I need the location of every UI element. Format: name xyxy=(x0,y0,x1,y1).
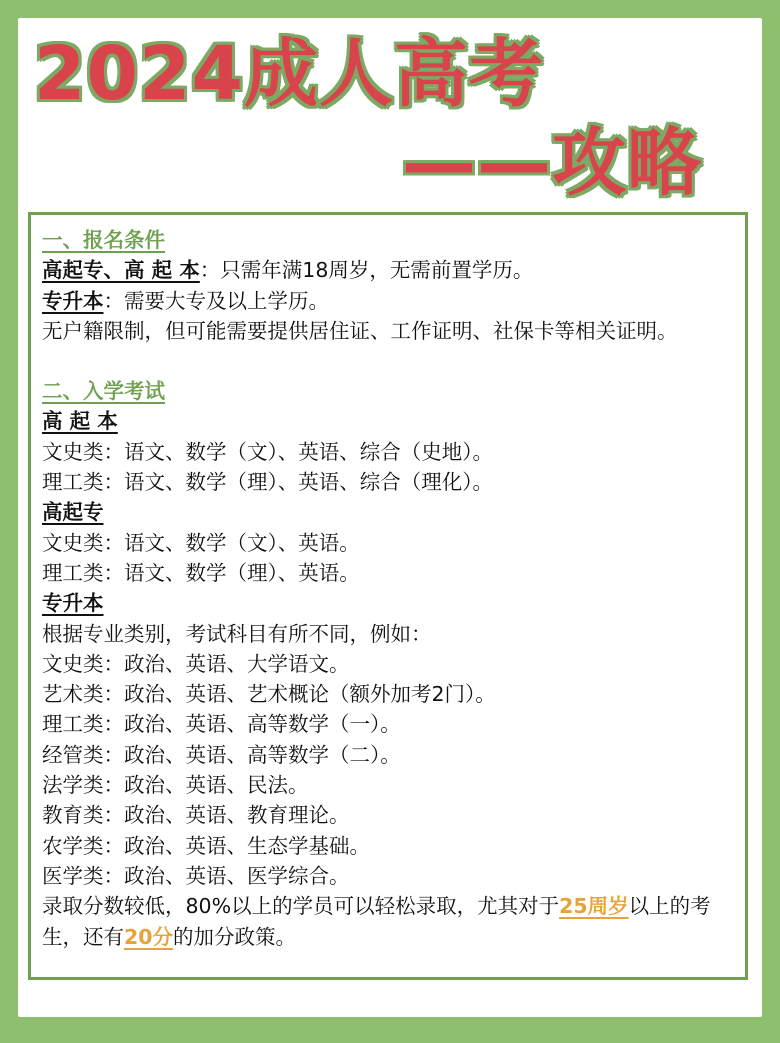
registration-note: 无户籍限制，但可能需要提供居住证、工作证明、社保卡等相关证明。 xyxy=(42,318,678,343)
registration-zsb-text: ：需要大专及以上学历。 xyxy=(103,288,329,313)
exam-gqz-label: 高起专 xyxy=(42,500,104,525)
registration-zsb-label: 专升本 xyxy=(42,288,104,313)
exam-zsb-line: 根据专业类别，考试科目有所不同，例如： xyxy=(42,621,432,646)
title-line-1: 2024成人高考 xyxy=(34,31,544,117)
exam-gqb-label: 高 起 本 xyxy=(42,409,118,434)
content-box xyxy=(28,212,748,980)
exam-zsb-line: 农学类：政治、英语、生态学基础。 xyxy=(42,833,370,858)
exam-zsb-line: 教育类：政治、英语、教育理论。 xyxy=(42,803,350,828)
exam-gqz-line: 理工类：语文、数学（理）、英语。 xyxy=(42,560,360,585)
footer-text-2: 以上的考生，还有 xyxy=(42,894,711,949)
footer-highlight-age: 25周岁 xyxy=(559,894,629,919)
exam-zsb-line: 文史类：政治、英语、大学语文。 xyxy=(42,651,350,676)
section-heading-registration: 一、报名条件 xyxy=(42,228,165,252)
registration-gqz-label: 高起专、高 起 本 xyxy=(42,258,200,283)
registration-gqz-text: ：只需年满18周岁，无需前置学历。 xyxy=(199,258,534,283)
exam-zsb-line: 理工类：政治、英语、高等数学（一）。 xyxy=(42,712,401,737)
exam-gqz-line: 文史类：语文、数学（文）、英语。 xyxy=(42,530,360,555)
exam-zsb-line: 医学类：政治、英语、医学综合。 xyxy=(42,863,350,888)
footer-text-1: 录取分数较低，80%以上的学员可以轻松录取，尤其对于 xyxy=(42,894,560,919)
exam-zsb-line: 法学类：政治、英语、民法。 xyxy=(42,773,309,798)
exam-zsb-label: 专升本 xyxy=(42,591,104,616)
exam-gqb-list xyxy=(42,437,742,498)
footer-text-3: 的加分政策。 xyxy=(173,924,297,949)
exam-zsb-line: 艺术类：政治、英语、艺术概论（额外加考2门）。 xyxy=(42,682,496,707)
registration-zsb-line xyxy=(42,286,742,316)
exam-gqz-list xyxy=(42,528,742,589)
title-line-2: ——攻略 xyxy=(402,120,702,206)
exam-gqb-line: 文史类：语文、数学（文）、英语、综合（史地）。 xyxy=(42,439,493,464)
exam-zsb-list xyxy=(42,619,742,892)
admission-footer xyxy=(42,891,742,952)
footer-highlight-points: 20分 xyxy=(124,924,174,949)
registration-gqz-line xyxy=(42,255,742,285)
section-heading-exam: 二、入学考试 xyxy=(42,379,165,404)
exam-gqb-line: 理工类：语文、数学（理）、英语、综合（理化）。 xyxy=(42,470,493,495)
content-body xyxy=(42,225,742,952)
exam-zsb-line: 经管类：政治、英语、高等数学（二）。 xyxy=(42,742,401,767)
